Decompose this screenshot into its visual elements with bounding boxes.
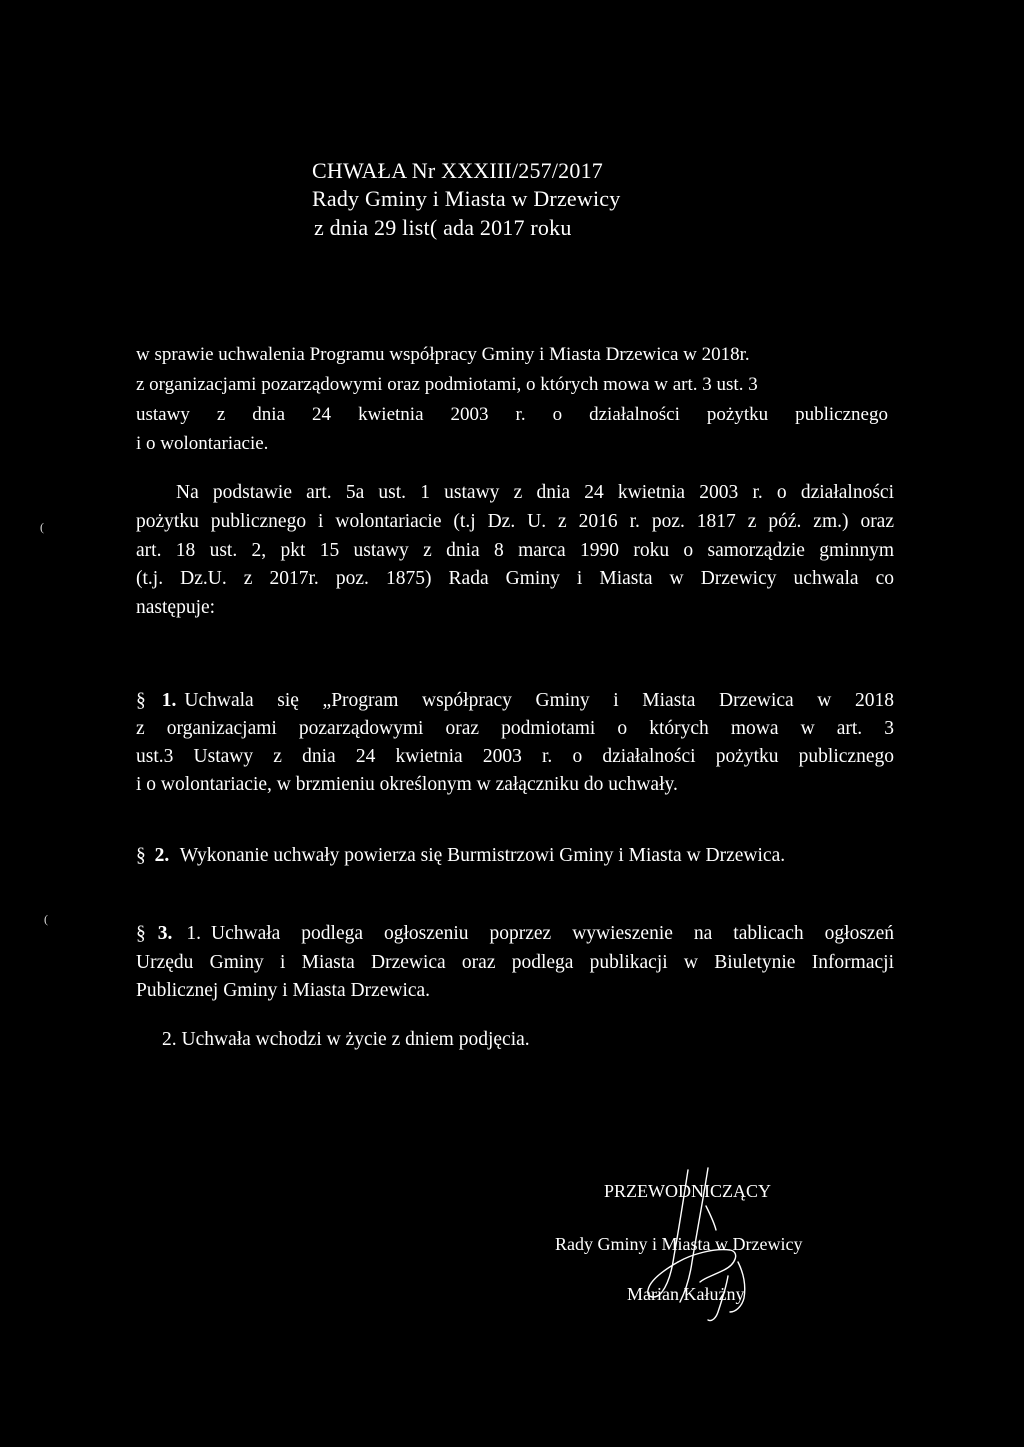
- preamble-line-4: (t.j. Dz.U. z 2017r. poz. 1875) Rada Gminy i Miasta w Drzewicy uchwala co: [136, 568, 894, 589]
- subject-line-3: ustawy z dnia 24 kwietnia 2003 r. o działalności pożytku publicznego: [136, 404, 888, 425]
- section-3-first-line: [136, 923, 894, 945]
- section-3-line-3: Publicznej Gminy i Miasta Drzewica.: [136, 980, 431, 1001]
- subject-line-2: z organizacjami pozarządowymi oraz podmiotami, o których mowa w art. 3 ust. 3: [136, 374, 758, 395]
- section-2-text: Wykonanie uchwały powierza się Burmistrzowi Gminy i Miasta w Drzewica.: [179, 845, 786, 866]
- section-symbol: §: [136, 690, 146, 711]
- section-1-line-2: z organizacjami pozarządowymi oraz podmiotami o których mowa w art. 3: [136, 718, 894, 739]
- section-1-line-4: i o wolontariacie, w brzmieniu określonym w załączniku do uchwały.: [136, 774, 678, 795]
- preamble-line-3: art. 18 ust. 2, pkt 15 ustawy z dnia 8 marca 1990 roku o samorządzie gminnym: [136, 540, 894, 561]
- section-3-subsection-2: 2. Uchwała wchodzi w życie z dniem podjęcia.: [162, 1029, 530, 1050]
- subject-line-4: i o wolontariacie.: [136, 433, 269, 454]
- section-1-text: Uchwala się „Program współpracy Gminy i Miasta Drzewica w 2018: [184, 690, 894, 711]
- margin-mark: (: [40, 520, 44, 534]
- signature-council: Rady Gminy i Miasta w Drzewicy: [555, 1234, 803, 1254]
- section-number: 2.: [154, 845, 170, 866]
- preamble-line-5: następuje:: [136, 597, 216, 618]
- handwritten-signature: [618, 1166, 788, 1326]
- resolution-date: z dnia 29 list( ada 2017 roku: [314, 215, 572, 240]
- signature-name: Marian Kałużny: [627, 1284, 745, 1304]
- section-number: 3.: [157, 923, 173, 944]
- section-symbol: §: [136, 845, 146, 866]
- subject-line-1: w sprawie uchwalenia Programu współpracy Gminy i Miasta Drzewica w 2018r.: [136, 344, 750, 365]
- section-3-text: Uchwała podlega ogłoszeniu poprzez wywieszenie na tablicach ogłoszeń: [211, 923, 894, 944]
- section-number: 1.: [161, 690, 177, 711]
- margin-mark: (: [44, 912, 48, 926]
- section-2: [136, 845, 785, 867]
- resolution-number: CHWAŁA Nr XXXIII/257/2017: [312, 158, 603, 183]
- section-symbol: §: [136, 923, 146, 944]
- section-1-line-3: ust.3 Ustawy z dnia 24 kwietnia 2003 r. o działalności pożytku publicznego: [136, 746, 894, 767]
- signature-role: PRZEWODNICZĄCY: [604, 1181, 771, 1201]
- preamble-line-2: pożytku publicznego i wolontariacie (t.j Dz. U. z 2016 r. poz. 1817 z póź. zm.) oraz: [136, 511, 894, 532]
- subsection-number: 1.: [186, 923, 201, 944]
- section-1-first-line: [136, 690, 894, 712]
- council-name: Rady Gminy i Miasta w Drzewicy: [312, 186, 621, 211]
- section-3-line-2: Urzędu Gminy i Miasta Drzewica oraz podlega publikacji w Biuletynie Informacji: [136, 952, 894, 973]
- preamble-line-1: Na podstawie art. 5a ust. 1 ustawy z dnia 24 kwietnia 2003 r. o działalności: [176, 482, 894, 503]
